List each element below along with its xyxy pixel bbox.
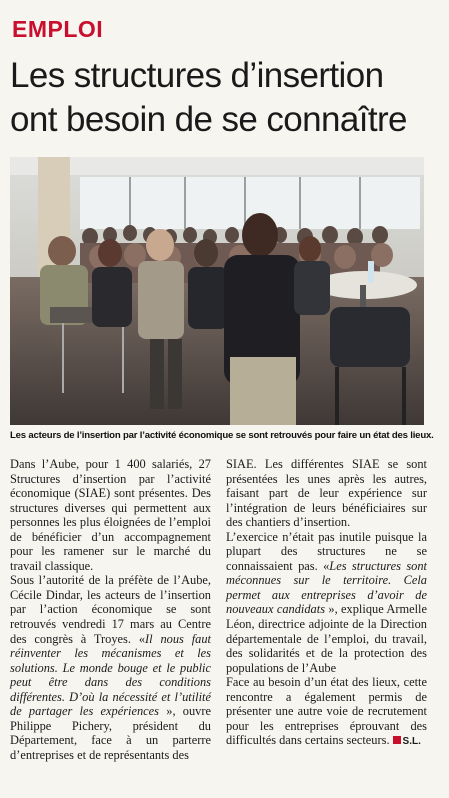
paragraph-2-intro: Sous l’autorité de la préfète de l’Aube, Cécile Dindar, les acteurs de l’insertion par l’action économique se sont retrouvés vendredi 17 mars au Centre des congrès à Troyes. « (10, 573, 211, 646)
paragraph-2-continuation-a: », ouvre Philippe Pichery, président du Département, face à un parterre d’entreprises et de représentants des (10, 704, 212, 762)
article-photo (10, 157, 424, 425)
paragraph-2 (10, 573, 211, 762)
photo-caption: Les acteurs de l’insertion par l’activité économique se sont retrouvés pour faire un état des lieux. (10, 430, 434, 441)
paragraph-3-end: », explique Armelle Léon, directrice adjointe de la Direction départementale de l’emploi, du travail, des solidarités et de la protection des populations de l’Aube (226, 602, 427, 675)
headline (10, 54, 440, 142)
paragraph-4 (226, 675, 427, 750)
paragraph-3-quote: Les structures sont méconnues sur le territoire. Cela permet aux entreprises d’avoir de nouveaux candidats (226, 558, 427, 617)
author-signature: S.L. (402, 736, 421, 748)
paragraph-3-intro: L’exercice n’était pas inutile puisque la plupart des structures ne se connaissaient pas. « (226, 529, 427, 573)
paragraph-2-quote: Il nous faut réinventer les mécanismes et les solutions. Le monde bouge et le public peut être dans des conditions différentes. D’où la nécessité et l’utilité de partager les expériences (10, 631, 211, 719)
paragraph-3 (226, 530, 427, 675)
audience-photo (10, 157, 424, 425)
headline-line-2: ont besoin de se connaître (10, 100, 407, 139)
headline-line-1: Les structures d’insertion (10, 56, 384, 95)
paragraph-1: Dans l’Aube, pour 1 400 salariés, 27 Structures d’insertion par l’activité économique (SIAE) sont présentes. Des structures diverses qui permettent aux personnes les plus éloignées de l’emploi de bénéficier d’un accompagnement pour les ramener sur le marché du travail classique. (10, 457, 211, 573)
article-column-right (226, 457, 427, 750)
rubric: EMPLOI (12, 16, 104, 42)
signature-square-icon (393, 736, 401, 744)
paragraph-2-end: SIAE. Les différentes SIAE se sont présentées les unes après les autres, faisant part de leur expérience sur l’intégration de leurs bénéficiaires sur des chantiers d’insertion. (226, 457, 427, 530)
paragraph-4-text: Face au besoin d’un état des lieux, cette rencontre a également permis de présenter une autre voie de recrutement pour les entreprises éprouvant des difficultés dans certains secteurs. (226, 675, 427, 748)
article-column-left (10, 457, 211, 762)
